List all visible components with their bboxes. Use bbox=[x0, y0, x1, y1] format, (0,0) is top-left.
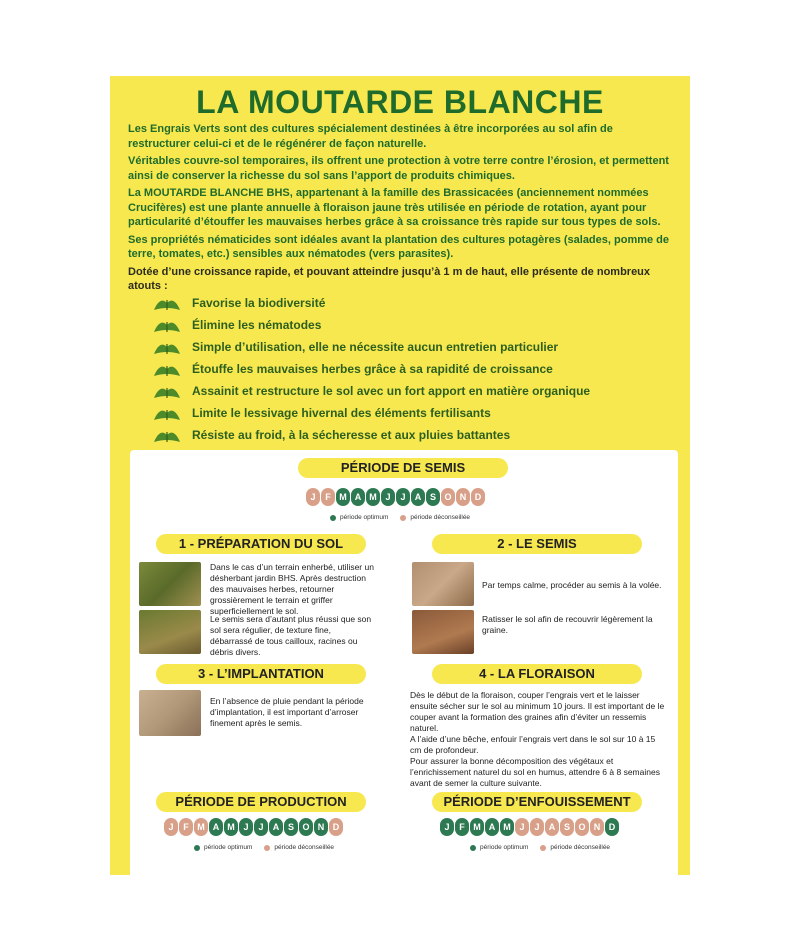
photo-sowing bbox=[412, 562, 474, 606]
benefit-item bbox=[152, 380, 672, 402]
month-pill: A bbox=[545, 818, 559, 836]
production-legend bbox=[194, 844, 334, 851]
step2-text-b: Ratisser le sol afin de recouvrir légèrement la graine. bbox=[482, 614, 653, 635]
month-pill: M bbox=[366, 488, 380, 506]
benefit-text: Limite le lessivage hivernal des éléments fertilisants bbox=[192, 406, 491, 420]
intro-p3-rest: , appartenant à la famille des Brassicacées (anciennement nommées Crucifères) est une plante annuelle à floraison jaune très utilisée en période de rotation, ayant pour particularité d’étouffer les mauvaises herbes grâce à sa croissance très rapide sur tous types de sols. bbox=[128, 187, 661, 228]
step2-text-a: Par temps calme, procéder au semis à la volée. bbox=[482, 580, 662, 590]
month-pill: N bbox=[590, 818, 604, 836]
legend-deconseille: période déconseillée bbox=[410, 514, 471, 521]
intro-p5: Dotée d’une croissance rapide, et pouvant atteindre jusqu’à 1 m de haut, elle présente de nombreux atouts : bbox=[128, 265, 651, 292]
deconseille-dot bbox=[540, 845, 546, 851]
month-pill: J bbox=[306, 488, 320, 506]
legend-optimum: période optimum bbox=[480, 844, 529, 851]
month-pill: D bbox=[329, 818, 343, 836]
month-pill: D bbox=[605, 818, 619, 836]
legend-deconseille: période déconseillée bbox=[274, 844, 335, 851]
month-pill: M bbox=[500, 818, 514, 836]
month-pill: M bbox=[470, 818, 484, 836]
leaf-icon bbox=[152, 382, 182, 400]
month-pill: N bbox=[314, 818, 328, 836]
intro-p2: Véritables couvre-sol temporaires, ils offrent une protection à votre terre contre l’érosion, et permettent ainsi de conserver la richesse du sol sans l’apport de produits chimiques. bbox=[128, 155, 669, 182]
deconseille-dot bbox=[264, 845, 270, 851]
month-pill: J bbox=[254, 818, 268, 836]
optimum-dot bbox=[470, 845, 476, 851]
photo-raking-soil bbox=[412, 610, 474, 654]
leaf-icon bbox=[152, 338, 182, 356]
benefit-item bbox=[152, 424, 672, 446]
benefit-text: Assainit et restructure le sol avec un fort apport en matière organique bbox=[192, 384, 591, 398]
intro-p3 bbox=[128, 186, 676, 230]
month-pill: J bbox=[440, 818, 454, 836]
photo-watering bbox=[139, 690, 201, 736]
intro-p1 bbox=[128, 122, 676, 151]
leaf-icon bbox=[152, 360, 182, 378]
legend-optimum: période optimum bbox=[204, 844, 253, 851]
step3-text: En l’absence de pluie pendant la période d’implantation, il est important d’arroser finement après le semis. bbox=[210, 696, 364, 728]
photo-weeding bbox=[139, 562, 201, 606]
month-pill: J bbox=[239, 818, 253, 836]
month-pill: A bbox=[485, 818, 499, 836]
semis-banner: PÉRIODE DE SEMIS bbox=[298, 458, 508, 478]
step4-banner: 4 - LA FLORAISON bbox=[432, 664, 642, 684]
enfouissement-months bbox=[440, 818, 619, 836]
benefit-text: Simple d’utilisation, elle ne nécessite aucun entretien particulier bbox=[192, 340, 559, 354]
step4-text-c: Pour assurer la bonne décomposition des végétaux et l’enrichissement naturel du sol en humus, attendre 6 à 8 semaines avant de semer la culture suivante. bbox=[410, 756, 660, 788]
poster bbox=[110, 76, 690, 875]
month-pill: S bbox=[284, 818, 298, 836]
benefit-text: Favorise la biodiversité bbox=[192, 296, 326, 310]
benefit-item bbox=[152, 358, 672, 380]
month-pill: F bbox=[179, 818, 193, 836]
production-months bbox=[164, 818, 343, 836]
month-pill: O bbox=[441, 488, 455, 506]
benefit-text: Élimine les nématodes bbox=[192, 318, 322, 332]
step2-banner: 2 - LE SEMIS bbox=[432, 534, 642, 554]
month-pill: M bbox=[336, 488, 350, 506]
legend-optimum: période optimum bbox=[340, 514, 389, 521]
month-pill: J bbox=[515, 818, 529, 836]
step4-text-b: A l’aide d’une bêche, enfouir l’engrais vert dans le sol sur 10 à 15 cm de profondeur. bbox=[410, 734, 656, 755]
benefit-text: Étouffe les mauvaises herbes grâce à sa rapidité de croissance bbox=[192, 362, 553, 376]
intro-p1-strong: Engrais Verts bbox=[150, 123, 221, 135]
intro-p1-rest: sont des cultures spécialement destinées à être incorporées au sol afin de restructurer celui-ci et de le régénérer de façon naturelle. bbox=[128, 123, 613, 150]
month-pill: F bbox=[321, 488, 335, 506]
month-pill: F bbox=[455, 818, 469, 836]
month-pill: A bbox=[411, 488, 425, 506]
enfouissement-banner: PÉRIODE D’ENFOUISSEMENT bbox=[432, 792, 642, 812]
month-pill: M bbox=[194, 818, 208, 836]
benefit-item bbox=[152, 292, 672, 314]
leaf-icon bbox=[152, 426, 182, 444]
leaf-icon bbox=[152, 294, 182, 312]
step4-text-a: Dès le début de la floraison, couper l’engrais vert et le laisser ensuite sécher sur le sol au minimum 10 jours. Il est important de le couper avant la formation des graines afin d’éviter un ressemis naturel. bbox=[410, 690, 665, 733]
step1-text-b: Le semis sera d’autant plus réussi que son sol sera régulier, de texture fine, débarrassé de tous cailloux, racines ou débris divers. bbox=[210, 614, 372, 657]
month-pill: D bbox=[471, 488, 485, 506]
page-title: LA MOUTARDE BLANCHE bbox=[196, 84, 604, 120]
semis-legend bbox=[330, 514, 470, 521]
enfouissement-legend bbox=[470, 844, 610, 851]
step4-text bbox=[410, 690, 665, 789]
month-pill: N bbox=[456, 488, 470, 506]
month-pill: M bbox=[224, 818, 238, 836]
month-pill: S bbox=[426, 488, 440, 506]
instructions-panel bbox=[130, 450, 678, 875]
month-pill: S bbox=[560, 818, 574, 836]
intro-text bbox=[128, 122, 676, 297]
month-pill: A bbox=[209, 818, 223, 836]
month-pill: A bbox=[269, 818, 283, 836]
optimum-dot bbox=[330, 515, 336, 521]
month-pill: O bbox=[575, 818, 589, 836]
semis-months bbox=[306, 488, 485, 506]
step1-text-a: Dans le cas d’un terrain enherbé, utiliser un désherbant jardin BHS. Après destruction des mauvaises herbes, retourner grossièrement le terrain et griffer superficiellement le sol. bbox=[210, 562, 374, 616]
leaf-icon bbox=[152, 404, 182, 422]
step3-banner: 3 - L’IMPLANTATION bbox=[156, 664, 366, 684]
month-pill: J bbox=[396, 488, 410, 506]
month-pill: J bbox=[530, 818, 544, 836]
legend-deconseille: période déconseillée bbox=[550, 844, 611, 851]
photo-raking bbox=[139, 610, 201, 654]
deconseille-dot bbox=[400, 515, 406, 521]
benefit-text: Résiste au froid, à la sécheresse et aux pluies battantes bbox=[192, 428, 511, 442]
intro-p4: Ses propriétés nématicides sont idéales avant la plantation des cultures potagères (salades, pomme de terre, tomates, etc.) sensibles aux nématodes (vers parasites). bbox=[128, 233, 670, 260]
optimum-dot bbox=[194, 845, 200, 851]
month-pill: J bbox=[164, 818, 178, 836]
leaf-icon bbox=[152, 316, 182, 334]
benefit-item bbox=[152, 314, 672, 336]
intro-p1-prefix: Les bbox=[128, 123, 151, 135]
production-banner: PÉRIODE DE PRODUCTION bbox=[156, 792, 366, 812]
benefit-item bbox=[152, 336, 672, 358]
intro-p3-strong: MOUTARDE BLANCHE BHS bbox=[143, 187, 290, 199]
month-pill: A bbox=[351, 488, 365, 506]
step1-banner: 1 - PRÉPARATION DU SOL bbox=[156, 534, 366, 554]
intro-p3-prefix: La bbox=[128, 187, 144, 199]
month-pill: J bbox=[381, 488, 395, 506]
benefits-list bbox=[152, 292, 672, 446]
month-pill: O bbox=[299, 818, 313, 836]
benefit-item bbox=[152, 402, 672, 424]
